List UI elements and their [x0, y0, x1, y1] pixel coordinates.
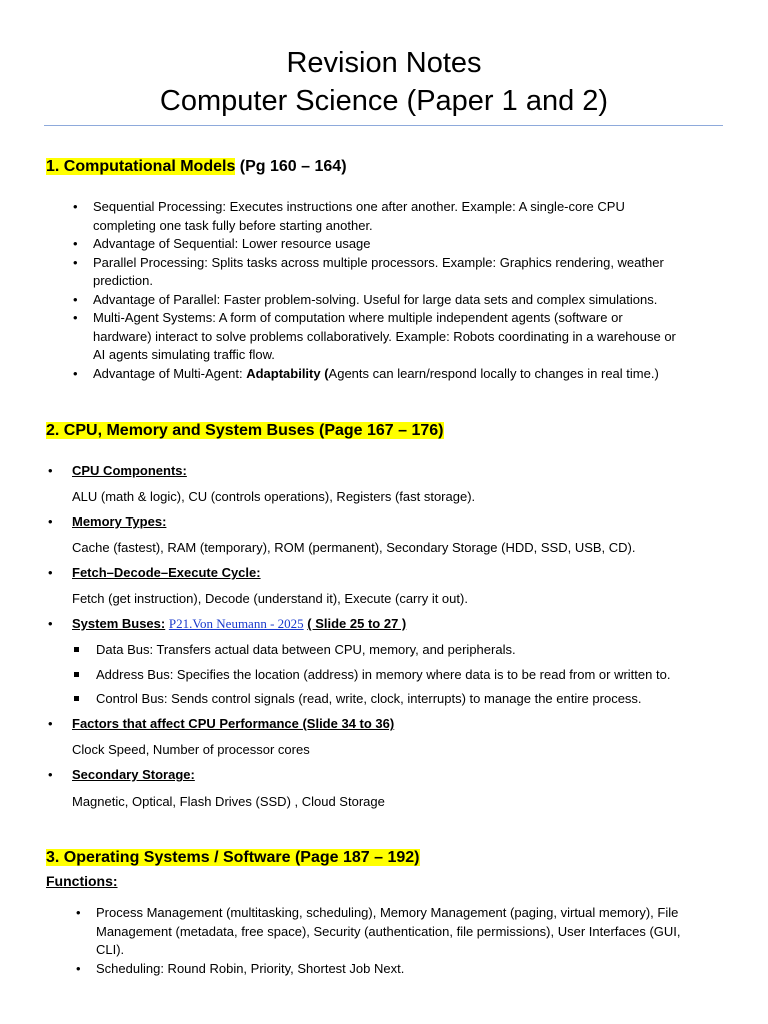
bullet-icon: • — [73, 254, 78, 270]
von-neumann-link[interactable]: P21.Von Neumann - 2025 — [168, 616, 304, 631]
list-item: Data Bus: Transfers actual data between CPU, memory, and peripherals. — [96, 641, 670, 659]
section-1-heading-pages: (Pg 160 – 164) — [235, 158, 347, 175]
list-item: • Process Management (multitasking, scheduling), Memory Management (paging, virtual memory), File Management (metadata, free space), Security (authentication, file permissions), User Interfaces (GUI, CLI). — [76, 905, 681, 957]
title-divider — [44, 125, 723, 126]
section-2-heading: 2. CPU, Memory and System Buses (Page 167 – 176) — [46, 422, 444, 439]
bullet-icon: • — [76, 960, 81, 976]
square-bullet-icon — [74, 672, 79, 677]
secondary-storage-item: • Secondary Storage: — [48, 767, 195, 782]
secondary-storage-desc: Magnetic, Optical, Flash Drives (SSD) , Cloud Storage — [72, 794, 385, 809]
list-item: • Sequential Processing: Executes instructions one after another. Example: A single-core CPU completing one task fully before starting another. — [73, 199, 625, 233]
document-title: Revision Notes — [286, 47, 482, 79]
list-item: Address Bus: Specifies the location (address) in memory where data is to be read from or written to. — [96, 666, 670, 684]
section-1-list — [73, 198, 676, 383]
cpu-components-desc: ALU (math & logic), CU (controls operations), Registers (fast storage). — [72, 489, 476, 504]
cpu-performance-desc: Clock Speed, Number of processor cores — [72, 742, 310, 757]
section-1-heading — [46, 156, 347, 178]
list-item: • Advantage of Parallel: Faster problem-solving. Useful for large data sets and complex simulations. — [93, 291, 676, 310]
bullet-icon: • — [73, 291, 78, 307]
memory-types-desc: Cache (fastest), RAM (temporary), ROM (permanent), Secondary Storage (HDD, SSD, USB, CD). — [72, 540, 636, 555]
section-1-heading-highlight: 1. Computational Models — [46, 158, 236, 175]
section-3-heading: 3. Operating Systems / Software (Page 187 – 192) — [46, 849, 420, 866]
bullet-icon: • — [73, 236, 78, 251]
section-3-list — [76, 904, 681, 978]
bullet-icon: • — [48, 514, 53, 529]
bullet-icon: • — [48, 716, 53, 731]
list-item: • Advantage of Multi-Agent: Adaptability (Agents can learn/respond locally to changes in real time.) — [93, 365, 676, 384]
bullet-icon: • — [48, 767, 53, 782]
bullet-icon: • — [73, 365, 78, 381]
bullet-icon: • — [48, 463, 53, 478]
bullet-icon: • — [76, 905, 81, 920]
document-subtitle: Computer Science (Paper 1 and 2) — [159, 85, 609, 117]
square-bullet-icon — [74, 647, 79, 652]
functions-label: Functions: — [46, 873, 118, 889]
system-buses-item: • System Buses: P21.Von Neumann - 2025 ( Slide 25 to 27 ) — [48, 616, 407, 631]
list-item: • Parallel Processing: Splits tasks across multiple processors. Example: Graphics rendering, weather prediction. — [73, 254, 664, 288]
cpu-components-item: • CPU Components: — [48, 463, 187, 478]
memory-types-item: • Memory Types: — [48, 514, 167, 529]
list-item: • Scheduling: Round Robin, Priority, Shortest Job Next. — [96, 960, 681, 979]
list-item: • Advantage of Sequential: Lower resource usage — [93, 235, 676, 254]
bullet-icon: • — [73, 199, 78, 214]
bullet-icon: • — [73, 310, 78, 325]
fde-cycle-item: • Fetch–Decode–Execute Cycle: — [48, 565, 261, 580]
fde-cycle-desc: Fetch (get instruction), Decode (understand it), Execute (carry it out). — [72, 591, 468, 606]
bullet-icon: • — [48, 616, 53, 631]
cpu-performance-item: • Factors that affect CPU Performance (Slide 34 to 36) — [48, 716, 395, 731]
slide-reference: ( Slide 25 to 27 ) — [307, 616, 407, 631]
bullet-icon: • — [48, 565, 53, 580]
system-buses-list — [96, 641, 670, 708]
list-item: Control Bus: Sends control signals (read, write, clock, interrupts) to manage the entire process. — [96, 690, 670, 708]
list-item: • Multi-Agent Systems: A form of computation where multiple independent agents (software or hardware) interact to solve problems collaboratively. Example: Robots coordinating in a warehouse or AI agents simulating traffic flow. — [73, 310, 676, 362]
square-bullet-icon — [74, 696, 79, 701]
